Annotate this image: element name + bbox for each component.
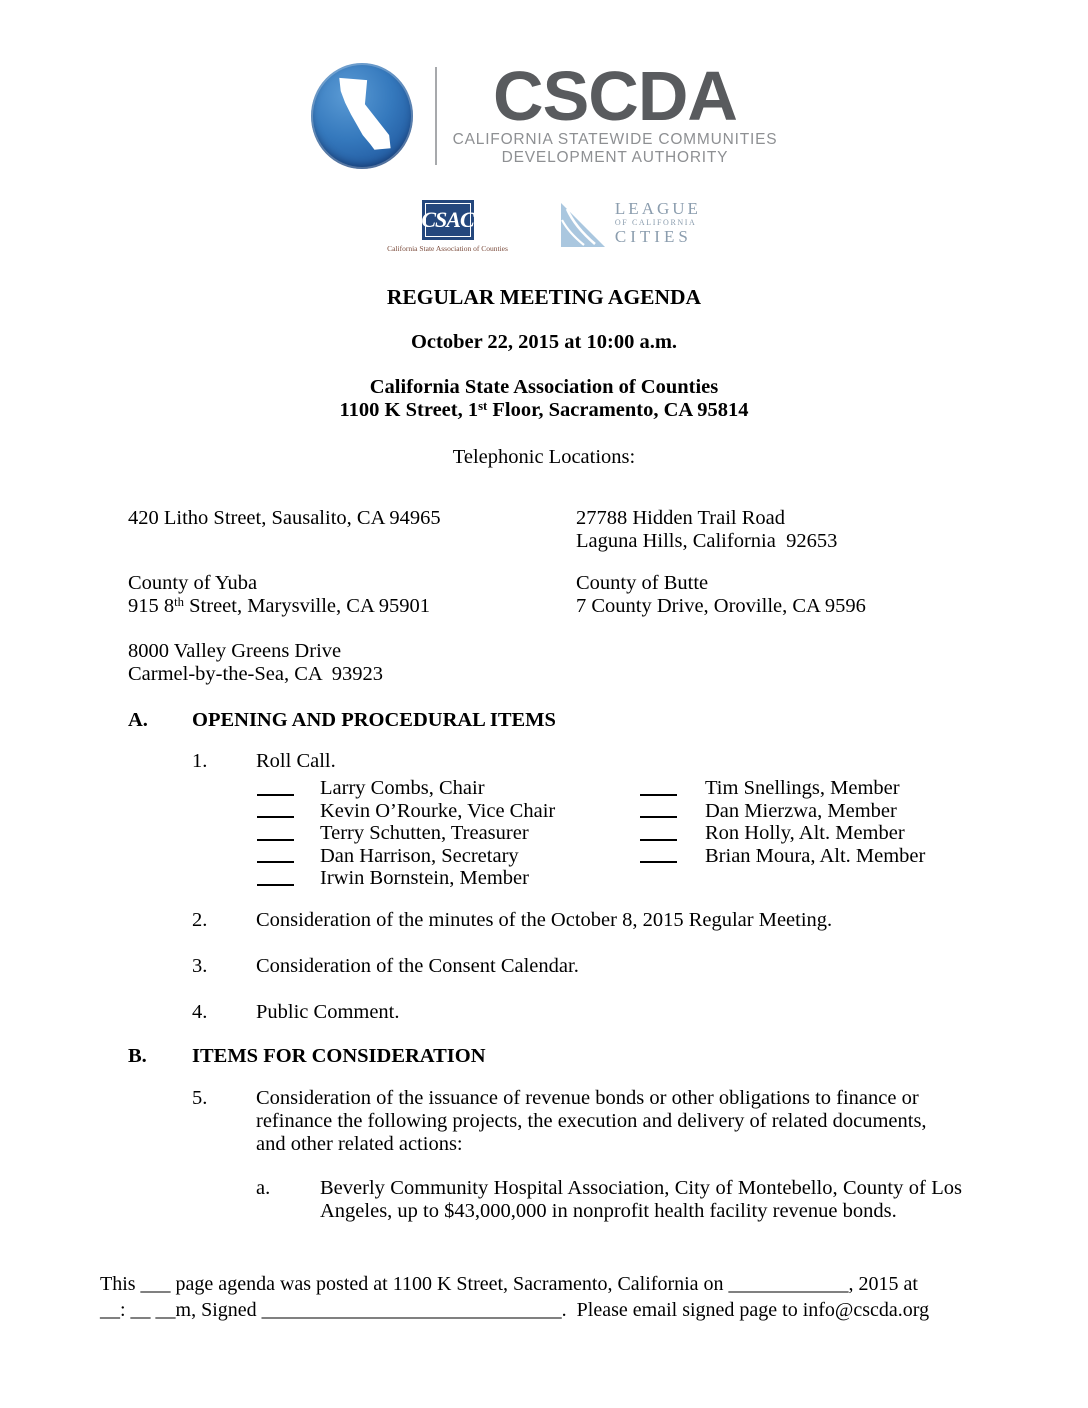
item-number: 2. bbox=[192, 908, 208, 931]
league-line3: CITIES bbox=[614, 227, 692, 246]
posting-note bbox=[100, 1272, 980, 1323]
california-shape-icon bbox=[329, 72, 395, 160]
telephonic-location: 420 Litho Street, Sausalito, CA 94965 bbox=[128, 507, 441, 529]
item-text: Consideration of the issuance of revenue bonds or other obligations to finance or refinance the following projects, the execution and delivery of related documents, and other related actions: bbox=[256, 1086, 927, 1155]
roll-call-name: Terry Schutten, Treasurer bbox=[320, 822, 529, 844]
logo-divider bbox=[435, 67, 437, 165]
item-number: 5. bbox=[192, 1086, 208, 1109]
partner-logos bbox=[0, 200, 1088, 256]
telephonic-locations bbox=[128, 507, 1088, 686]
roll-call-name: Irwin Bornstein, Member bbox=[320, 867, 529, 889]
roll-call-name: Larry Combs, Chair bbox=[320, 777, 485, 799]
section-b-heading bbox=[128, 1045, 968, 1068]
roll-call-blank-line bbox=[257, 870, 294, 886]
csac-acronym: CSAC bbox=[421, 207, 474, 232]
roll-call-blank-line bbox=[640, 802, 677, 818]
posting-note-line1: This ___ page agenda was posted at 1100 K Street, Sacramento, California on ____________, 2015 at bbox=[100, 1273, 918, 1295]
roll-call-entry bbox=[640, 845, 925, 868]
roll-call-blank-line bbox=[257, 780, 294, 796]
roll-call-entry bbox=[640, 800, 925, 823]
roll-call-blank-line bbox=[640, 825, 677, 841]
agenda-item-3 bbox=[192, 955, 958, 978]
agenda-item-4 bbox=[192, 1001, 958, 1024]
agenda-item-5 bbox=[192, 1087, 958, 1156]
roll-call-blank-line bbox=[257, 825, 294, 841]
league-of-california-cities-logo bbox=[560, 200, 701, 248]
section-title: ITEMS FOR CONSIDERATION bbox=[192, 1044, 486, 1067]
location-row bbox=[128, 572, 1088, 618]
item-number: 3. bbox=[192, 954, 208, 977]
roll-call-column-left bbox=[257, 777, 640, 890]
item-text: Consideration of the minutes of the October 8, 2015 Regular Meeting. bbox=[256, 908, 833, 931]
item-number: 4. bbox=[192, 1000, 208, 1023]
item-text: Consideration of the Consent Calendar. bbox=[256, 954, 579, 977]
cscda-wordmark-block bbox=[452, 57, 778, 167]
section-a-heading bbox=[128, 709, 968, 732]
roll-call-name: Ron Holly, Alt. Member bbox=[705, 822, 905, 844]
meeting-datetime: October 22, 2015 at 10:00 a.m. bbox=[410, 331, 678, 353]
roll-call-name: Tim Snellings, Member bbox=[705, 777, 900, 799]
california-globe-icon bbox=[311, 63, 413, 169]
roll-call-entry bbox=[640, 822, 925, 845]
item-text: Public Comment. bbox=[256, 1000, 400, 1023]
league-line2: OF CALIFORNIA bbox=[614, 218, 697, 227]
roll-call-name: Dan Mierzwa, Member bbox=[705, 799, 897, 822]
item-number: 1. bbox=[192, 750, 208, 772]
agenda-item-5a bbox=[256, 1177, 1088, 1223]
roll-call-blank-line bbox=[640, 780, 677, 796]
telephonic-location: 8000 Valley Greens Drive Carmel-by-the-Sea, CA 93923 bbox=[128, 640, 384, 685]
csac-caption: California State Association of Counties bbox=[387, 244, 508, 253]
cscda-subtitle bbox=[453, 131, 778, 167]
item-text: Roll Call. bbox=[256, 750, 336, 772]
roll-call-blank-line bbox=[257, 802, 294, 818]
venue-name: California State Association of Counties bbox=[369, 376, 719, 398]
telephonic-location: 27788 Hidden Trail Road Laguna Hills, California 92653 bbox=[576, 507, 838, 552]
location-row bbox=[128, 507, 1088, 553]
league-swoosh-icon bbox=[560, 200, 606, 248]
csac-logo bbox=[387, 200, 508, 253]
league-line1: LEAGUE bbox=[614, 199, 701, 218]
roll-call-entry bbox=[257, 800, 640, 823]
telephonic-location bbox=[576, 640, 1088, 686]
roll-call-entry bbox=[640, 777, 925, 800]
roll-call-name: Brian Moura, Alt. Member bbox=[705, 844, 926, 867]
roll-call-name: Kevin O’Rourke, Vice Chair bbox=[320, 799, 556, 822]
roll-call-blank-line bbox=[640, 847, 677, 863]
agenda-item-2 bbox=[192, 909, 958, 932]
league-logo-text bbox=[615, 200, 701, 246]
telephonic-location: County of Yuba 915 8th Street, Marysville, CA 95901 bbox=[128, 572, 430, 617]
roll-call-entry bbox=[257, 777, 640, 800]
section-letter: B. bbox=[128, 1044, 147, 1067]
telephonic-location: County of Butte 7 County Drive, Oroville, CA 9596 bbox=[576, 572, 866, 617]
item-text: Beverly Community Hospital Association, City of Montebello, County of Los Angeles, up to $43,000,000 in nonprofit health facility revenue bonds. bbox=[320, 1176, 962, 1222]
roll-call-entry bbox=[257, 867, 640, 890]
roll-call-list bbox=[257, 777, 1088, 890]
roll-call-blank-line bbox=[257, 847, 294, 863]
cscda-subtitle-line1: CALIFORNIA STATEWIDE COMMUNITIES bbox=[452, 131, 778, 148]
roll-call-entry bbox=[257, 845, 640, 868]
roll-call-name: Dan Harrison, Secretary bbox=[320, 844, 519, 867]
cscda-wordmark: CSCDA bbox=[493, 57, 737, 135]
cscda-logo bbox=[0, 58, 1088, 174]
cscda-subtitle-line2: DEVELOPMENT AUTHORITY bbox=[501, 149, 729, 166]
section-title: OPENING AND PROCEDURAL ITEMS bbox=[192, 709, 556, 731]
venue-block bbox=[0, 376, 1088, 422]
ordinal-superscript: st bbox=[478, 399, 488, 414]
section-letter: A. bbox=[128, 709, 148, 731]
telephonic-label: Telephonic Locations: bbox=[452, 446, 636, 468]
location-row bbox=[128, 640, 1088, 686]
roll-call-entry bbox=[257, 822, 640, 845]
ordinal-superscript: th bbox=[174, 595, 185, 610]
posting-note-line2: __: __ __m, Signed ______________________________. Please email signed page to info@cscda.org bbox=[100, 1298, 930, 1321]
csac-logo-icon bbox=[422, 200, 474, 240]
roll-call-column-right bbox=[640, 777, 925, 890]
item-letter: a. bbox=[256, 1176, 271, 1199]
agenda-item-1 bbox=[192, 750, 958, 773]
meeting-title: REGULAR MEETING AGENDA bbox=[386, 285, 702, 309]
venue-address: 1100 K Street, 1st Floor, Sacramento, CA 95814 bbox=[339, 399, 749, 421]
